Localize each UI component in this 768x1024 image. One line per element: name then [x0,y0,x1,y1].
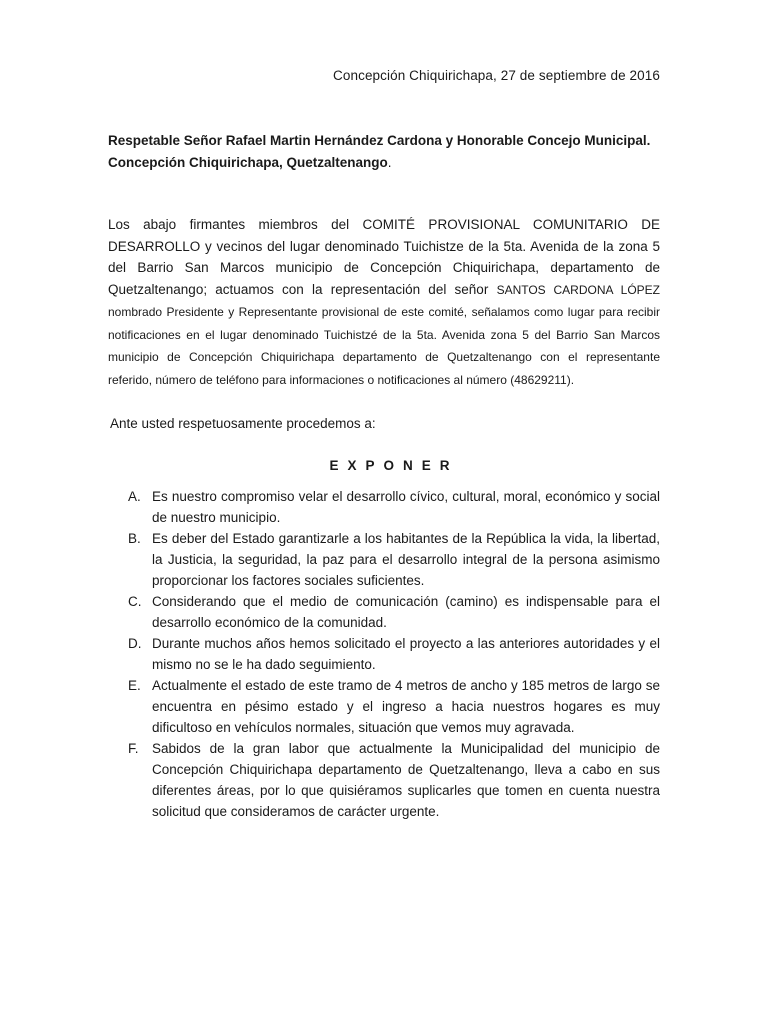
intro-part-1: Los abajo firmantes miembros del COMITÉ PROVISIONAL COMUNITARIO DE DESARROLLO y vecinos del lugar denominado Tuichistze de la 5ta. Avenida de la zona 5 del Barrio San Marcos municipio de Concepción Chiquirichapa, departamento de Quetzaltenango; actuamos con la representación del señor [108,217,660,297]
list-item-text: Durante muchos años hemos solicitado el proyecto a las anteriores autoridades y el mismo no se le ha dado seguimiento. [152,636,660,672]
list-item-marker: A. [128,489,141,504]
list-item [108,486,660,528]
letter-date: Concepción Chiquirichapa, 27 de septiembre de 2016 [333,68,660,83]
salutation: Ante usted respetuosamente procedemos a: [110,416,376,431]
list-item-marker: C. [128,594,142,609]
list-item-text: Actualmente el estado de este tramo de 4 metros de ancho y 185 metros de largo se encuentra en pésimo estado y el ingreso a hacia nuestros hogares es muy dificultoso en vehículos normales, situación que vemos muy agravada. [152,678,660,735]
recipient-line-1: Respetable Señor Rafael Martin Hernández Cardona y Honorable Concejo Municipal. [108,133,651,148]
list-item-text: Es nuestro compromiso velar el desarrollo cívico, cultural, moral, económico y social de nuestro municipio. [152,489,660,525]
list-item [108,675,660,738]
intro-part-2: SANTOS CARDONA LÓPEZ nombrado Presidente y Representante provisional de este comité, señalamos como lugar para recibir notificaciones en el lugar denominado Tuichistzé de la 5ta. Avenida zona 5 del Barrio San Marcos municipio de Concepción Chiquirichapa departamento de Quetzaltenango con el representante referido, número de teléfono para informaciones o notificaciones al número (48629211). [108,282,660,387]
list-item [108,633,660,675]
recipient-line-2 [108,152,668,174]
list-item [108,738,660,822]
list-item-marker: B. [128,531,141,546]
intro-paragraph [108,214,660,391]
recipient-block [108,130,668,174]
recipient-period: . [387,155,392,170]
list-item-text: Es deber del Estado garantizarle a los habitantes de la República la vida, la libertad, la Justicia, la seguridad, la paz para el desarrollo integral de la persona asimismo proporcionar los factores sociales suficientes. [152,531,660,588]
list-item-marker: F. [128,741,139,756]
list-item [108,528,660,591]
list-item-marker: D. [128,636,142,651]
list-item-text: Sabidos de la gran labor que actualmente la Municipalidad del municipio de Concepción Chiquirichapa departamento de Quetzaltenango, lleva a cabo en sus diferentes áreas, por lo que quisiéramos suplicarles que tomen en cuenta nuestra solicitud que consideramos de carácter urgente. [152,741,660,819]
section-heading: EXPONER [329,458,459,473]
exposition-list [108,486,660,822]
list-item-marker: E. [128,678,141,693]
list-item-text: Considerando que el medio de comunicación (camino) es indispensable para el desarrollo económico de la comunidad. [152,594,660,630]
list-item [108,591,660,633]
recipient-location: Concepción Chiquirichapa, Quetzaltenango [108,155,388,170]
